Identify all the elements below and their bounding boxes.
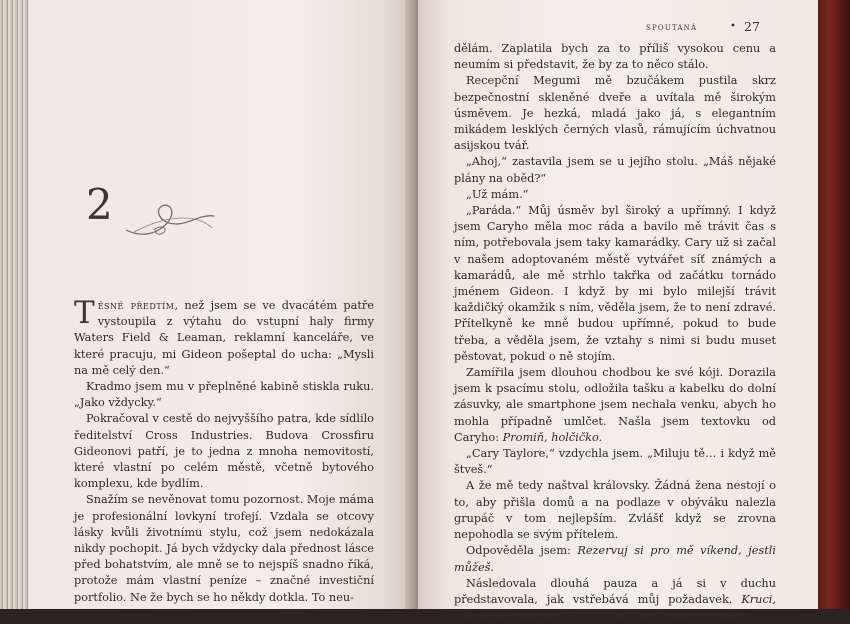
paragraph-text: , než jsem se ve dvacátém patře vystoupila z výtahu do vstupní haly firmy Waters Field & Leaman, reklamní kanceláře, ve které pracuju, mi Gideon pošeptal do ucha: „Mysli na mě celý den.“ xyxy=(74,299,374,377)
running-head: spoutaná xyxy=(646,21,698,33)
text-message: Kruci, xyxy=(741,592,776,606)
paragraph-text: odpověděl nakonec. xyxy=(454,609,572,623)
paragraph-text: Odpověděla jsem: xyxy=(466,544,578,558)
lead-smallcaps: ěsně předtím xyxy=(97,299,175,312)
text-message: Promiň, holčičko. xyxy=(502,430,603,444)
drop-cap: T xyxy=(74,295,95,331)
chapter-flourish-icon xyxy=(124,194,216,238)
paragraph: „Ahoj,“ zastavila jsem se u jejího stolu. „Máš nějaké plány na oběd?“ xyxy=(454,155,776,185)
right-page-text xyxy=(454,41,776,624)
paragraph: Pokračoval v cestě do nejvyššího patra, kde sídlilo ředitelství Cross Industries. Budova Crossfiru Gideonovi patří, je to jedna z mnoha nemovitostí, které vlastní po celém městě, včetně bytového komplexu, kde bydlím. xyxy=(74,412,374,491)
text-message: Určitě mi chceš nakopat zadek. xyxy=(571,609,752,623)
paragraph-text: Následovala dlouhá pauza a já si v duchu představovala, jak vstřebává můj požadavek. xyxy=(454,576,776,606)
paragraph: dělám. Zaplatila bych za to příliš vysokou cenu a neumím si představit, že by za to něco stálo. xyxy=(454,42,776,72)
paragraph: „Cary Taylore,“ vzdychla jsem. „Miluju tě… i když mě štveš.“ xyxy=(454,447,776,477)
paragraph xyxy=(454,543,776,575)
paragraph: „Už mám.“ xyxy=(466,187,529,201)
paragraph: Snažím se nevěnovat tomu pozornost. Moje máma je profesionální lovkyní trofejí. Vzdala se otcovy lásky kvůli životnímu stylu, což jsem nedokázala nikdy pochopit. Já bych vždycky dala přednost lásce před bohatstvím, ale mně se to nejspíš snadno říká, protože mám vlastní peníze – značné investiční portfolio. Ne že bych se ho někdy dotkla. To neu- xyxy=(74,493,374,604)
chapter-number: 2 xyxy=(86,180,113,229)
opening-paragraph xyxy=(74,295,374,379)
paragraph: A že mě tedy naštval královsky. Žádná žena nestojí o to, aby přišla domů a na podlaze v obýváku nalezla grupáč v tom nejlepším. Zvlášť když se zrovna nepohodla se svým přítelem. xyxy=(454,479,776,542)
paragraph: Kradmo jsem mu v přeplněné kabině stiskla ruku. „Jako vždycky.“ xyxy=(74,380,374,410)
text-message: Rezervuj si pro mě víkend, jestli můžeš. xyxy=(454,544,776,574)
paragraph xyxy=(454,365,776,446)
book-cover-edge xyxy=(818,0,850,609)
left-page-text xyxy=(74,295,374,606)
left-page-edges xyxy=(0,0,30,609)
paragraph xyxy=(454,576,776,624)
page-number: 27 xyxy=(744,19,760,34)
running-head-separator: • xyxy=(730,21,736,32)
paragraph: Recepční Megumi mě bzučákem pustila skrz bezpečnostní skleněné dveře a uvítala mě širokým úsměvem. Je hezká, mladá jako já, s elegantním mikádem lesklých černých vlasů, rámujícím úchvatnou asijskou tvář. xyxy=(454,74,776,153)
paragraph: „Paráda.“ Můj úsměv byl široký a upřímný. I když jsem Caryho měla moc ráda a bavilo mě trávit čas s ním, potřebovala jsem taky kamarádky. Cary už si začal v našem adoptovaném městě vytvářet síť známých a kamarádů, ale mě strhlo takřka od začátku tornádo jménem Gideon. I když by mi bylo milejší trávit každičký okamžik s ním, věděla jsem, že to není zdravé. Přítelkyně ke mně budou upřímné, pokud to bude třeba, a věděla jsem, že vztahy s nimi si budu muset pěstovat, pokud o ně stojím. xyxy=(454,204,776,363)
paragraph-text: Zamířila jsem dlouhou chodbou ke své kóji. Dorazila jsem k psacímu stolu, odložila tašku a kabelku do dolní zásuvky, ale smartphone jsem nechala venku, abych ho mohla případně umlčet. Našla jsem textovku od Caryho: xyxy=(454,366,776,444)
